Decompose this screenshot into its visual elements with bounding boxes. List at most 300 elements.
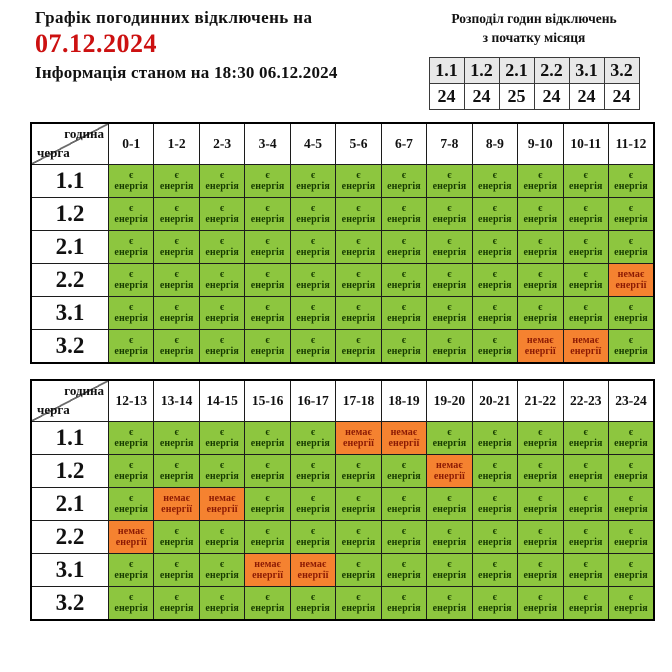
cell-text-line2: енергія [568,603,603,614]
cell-text-line1: є [174,335,179,346]
summary-hours-value: 24 [604,83,639,109]
cell-energy-on [290,198,335,231]
cell-energy-on [199,422,244,455]
cell-text-line1: є [492,526,498,537]
cell-text-line2: енергії [252,570,284,581]
cell-text-line2: енергія [387,181,421,192]
hour-header: 17-18 [336,380,381,422]
cell-text-line2: енергія [341,570,376,581]
cell-text-line2: енергія [250,214,285,225]
cell-energy-on [608,231,654,264]
cell-text-line1: є [356,236,361,247]
cell-energy-on [608,198,654,231]
cell-energy-on [336,165,381,198]
summary-queue-header: 3.2 [604,57,639,83]
cell-energy-on [563,521,608,554]
cell-text-line1: немає [345,427,372,438]
cell-energy-on [472,264,517,297]
cell-text-line1: є [219,460,225,471]
cell-text-line1: є [356,302,361,313]
cell-text-line2: енергія [523,471,558,482]
cell-energy-on [199,554,244,587]
cell-text-line1: немає [208,493,236,504]
cell-energy-on [427,587,472,621]
cell-text-line1: є [583,559,588,570]
summary-title-line2: з початку місяця [482,29,586,45]
cell-energy-on [381,231,426,264]
cell-energy-on [518,165,563,198]
cell-energy-on [154,330,199,364]
cell-text-line1: є [538,592,543,603]
cell-text-line2: енергія [205,313,239,324]
cell-text-line1: є [447,203,452,214]
cell-energy-on [472,198,517,231]
hour-header: 19-20 [427,380,472,422]
cell-text-line1: є [628,460,634,471]
schedule-date: 07.12.2024 [35,29,157,58]
cell-text-line2: енергія [387,471,421,482]
summary-hours-value: 24 [534,83,569,109]
cell-energy-on [290,165,335,198]
cell-text-line2: енергія [205,280,239,291]
cell-text-line2: енергія [523,537,558,548]
cell-energy-on [154,198,199,231]
corner-header [31,380,109,422]
cell-text-line2: енергія [478,346,512,357]
hour-header: 14-15 [199,380,244,422]
queue-row [31,198,654,231]
cell-text-line2: енергія [341,280,376,291]
cell-text-line1: є [356,335,361,346]
cell-energy-on [290,488,335,521]
queue-label: 2.2 [31,264,109,297]
hour-header: 23-24 [608,380,654,422]
cell-text-line1: є [219,203,225,214]
cell-energy-on [199,521,244,554]
cell-text-line2: енергія [159,570,194,581]
summary-table [429,57,640,110]
cell-energy-on [245,488,290,521]
cell-energy-on [518,231,563,264]
cell-energy-on [109,198,154,231]
cell-text-line2: енергія [478,247,512,258]
cell-text-line2: енергія [568,504,603,515]
corner-hour-label: година [64,383,104,398]
cell-energy-on [290,231,335,264]
cell-text-line2: енергія [478,181,512,192]
cell-text-line1: є [538,427,543,438]
cell-text-line1: є [583,427,588,438]
cell-text-line1: є [628,302,634,313]
corner-hour-label: година [64,126,104,141]
cell-text-line1: є [265,203,270,214]
cell-text-line2: енергія [523,603,558,614]
cell-text-line1: є [628,559,634,570]
cell-text-line2: енергія [614,346,648,357]
cell-text-line2: енергії [570,346,602,357]
cell-text-line1: є [401,592,407,603]
cell-text-line2: енергія [387,313,421,324]
cell-energy-on [336,488,381,521]
hour-header: 2-3 [199,123,244,165]
cell-energy-on [472,587,517,621]
queue-label: 3.2 [31,587,109,621]
cell-text-line1: є [401,493,407,504]
queue-row [31,264,654,297]
cell-text-line1: є [174,592,179,603]
cell-text-line1: є [538,203,543,214]
cell-text-line1: немає [163,493,191,504]
hour-header: 6-7 [381,123,426,165]
cell-text-line2: енергія [250,603,285,614]
cell-energy-on [472,521,517,554]
cell-text-line1: є [447,592,452,603]
cell-text-line2: енергія [296,181,330,192]
cell-text-line2: енергія [114,471,149,482]
cell-text-line1: є [310,236,316,247]
cell-text-line1: є [174,203,179,214]
cell-text-line2: енергія [296,438,330,449]
cell-energy-on [381,587,426,621]
cell-text-line1: є [583,269,588,280]
hour-header-row [31,380,654,422]
cell-text-line2: енергія [568,181,603,192]
cell-text-line1: є [310,203,316,214]
cell-text-line1: є [538,559,543,570]
cell-text-line1: є [265,592,270,603]
cell-energy-on [563,587,608,621]
cell-energy-off [381,422,426,455]
hour-header: 9-10 [518,123,563,165]
cell-energy-on [472,165,517,198]
cell-text-line2: енергія [387,280,421,291]
cell-text-line2: енергія [478,504,512,515]
queue-row [31,422,654,455]
cell-text-line2: енергія [296,603,330,614]
cell-energy-on [608,297,654,330]
hour-header-row [31,123,654,165]
cell-text-line1: є [265,493,270,504]
cell-energy-on [290,455,335,488]
summary-hours-value: 24 [569,83,604,109]
cell-text-line1: є [583,170,588,181]
hour-header: 7-8 [427,123,472,165]
cell-text-line1: є [129,427,134,438]
cell-text-line1: є [129,236,134,247]
cell-energy-on [199,455,244,488]
cell-text-line1: є [628,335,634,346]
cell-text-line2: енергія [523,181,558,192]
cell-text-line2: енергія [250,280,285,291]
cell-text-line1: немає [299,559,327,570]
hour-header: 22-23 [563,380,608,422]
cell-energy-on [563,488,608,521]
cell-energy-on [290,521,335,554]
cell-text-line1: є [310,526,316,537]
cell-text-line2: енергія [159,603,194,614]
cell-text-line1: є [538,236,543,247]
cell-text-line1: є [265,526,270,537]
cell-text-line2: енергія [205,603,239,614]
cell-text-line2: енергія [523,313,558,324]
cell-text-line1: є [492,592,498,603]
cell-energy-off [427,455,472,488]
cell-energy-on [245,231,290,264]
cell-energy-on [336,587,381,621]
cell-text-line1: є [628,236,634,247]
cell-energy-on [336,455,381,488]
cell-text-line2: енергія [159,214,194,225]
cell-text-line2: енергія [250,438,285,449]
cell-text-line1: є [492,170,498,181]
cell-text-line1: є [447,170,452,181]
cell-text-line1: є [310,493,316,504]
cell-text-line2: енергія [250,346,285,357]
cell-text-line1: є [356,526,361,537]
cell-text-line2: енергія [432,537,467,548]
cell-text-line1: є [628,203,634,214]
cell-text-line2: енергія [387,346,421,357]
cell-energy-on [290,330,335,364]
cell-text-line2: енергія [387,504,421,515]
cell-text-line2: енергія [341,181,376,192]
hour-header: 3-4 [245,123,290,165]
cell-energy-on [336,554,381,587]
queue-label: 1.1 [31,422,109,455]
cell-energy-on [608,587,654,621]
cell-text-line1: є [310,460,316,471]
corner-queue-label: черга [37,145,70,160]
queue-row [31,165,654,198]
cell-text-line1: є [356,460,361,471]
cell-text-line2: енергія [614,537,648,548]
summary-queue-header: 3.1 [569,57,604,83]
cell-text-line1: є [310,269,316,280]
cell-text-line1: є [628,427,634,438]
cell-energy-on [608,422,654,455]
queue-label: 1.2 [31,455,109,488]
cell-text-line2: енергія [250,313,285,324]
cell-text-line1: є [583,236,588,247]
queue-label: 1.1 [31,165,109,198]
cell-energy-on [427,297,472,330]
hour-header: 12-13 [109,380,154,422]
cell-text-line2: енергія [614,438,648,449]
cell-text-line2: енергія [114,603,149,614]
cell-energy-on [336,231,381,264]
corner-header [31,123,109,165]
cell-energy-on [245,587,290,621]
cell-energy-on [381,264,426,297]
cell-energy-on [109,264,154,297]
cell-text-line2: енергія [614,471,648,482]
cell-text-line1: є [492,460,498,471]
cell-text-line1: є [129,559,134,570]
cell-energy-on [245,297,290,330]
queue-label: 1.2 [31,198,109,231]
cell-text-line1: є [219,269,225,280]
cell-text-line1: є [447,269,452,280]
summary-queue-header: 2.2 [534,57,569,83]
queue-label: 3.2 [31,330,109,364]
cell-text-line2: енергія [205,438,239,449]
cell-text-line2: енергія [568,438,603,449]
cell-text-line1: є [492,269,498,280]
summary-panel [406,10,662,110]
cell-text-line1: є [310,592,316,603]
cell-energy-on [154,231,199,264]
cell-energy-on [109,330,154,364]
cell-text-line2: енергія [478,313,512,324]
page-title: Графік погодинних відключень на [35,8,313,27]
cell-text-line1: немає [572,335,600,346]
cell-text-line1: є [356,203,361,214]
hour-header: 11-12 [608,123,654,165]
cell-energy-on [290,587,335,621]
cell-text-line1: є [628,493,634,504]
cell-energy-on [563,198,608,231]
cell-text-line2: енергія [159,247,194,258]
hour-header: 13-14 [154,380,199,422]
cell-text-line2: енергія [568,537,603,548]
cell-energy-on [518,521,563,554]
cell-energy-on [199,330,244,364]
cell-text-line2: енергії [433,471,465,482]
cell-text-line1: немає [526,335,554,346]
cell-text-line1: є [447,526,452,537]
cell-text-line2: енергія [432,280,467,291]
cell-energy-on [245,422,290,455]
cell-text-line2: енергія [114,438,149,449]
cell-energy-on [518,297,563,330]
cell-energy-on [563,297,608,330]
cell-text-line1: є [447,559,452,570]
cell-text-line2: енергія [387,537,421,548]
hour-header: 8-9 [472,123,517,165]
cell-text-line2: енергія [523,504,558,515]
cell-text-line1: є [401,526,407,537]
cell-text-line1: є [447,335,452,346]
cell-text-line1: є [401,302,407,313]
cell-text-line2: енергія [114,504,149,515]
queue-label: 2.1 [31,488,109,521]
cell-text-line2: енергія [478,603,512,614]
hour-header: 16-17 [290,380,335,422]
cell-text-line1: є [583,592,588,603]
cell-text-line2: енергія [341,346,376,357]
cell-energy-on [518,198,563,231]
cell-text-line1: є [265,335,270,346]
cell-energy-on [154,521,199,554]
cell-energy-on [154,297,199,330]
cell-energy-on [472,231,517,264]
cell-text-line1: є [174,302,179,313]
cell-text-line2: енергія [114,247,149,258]
cell-energy-on [199,231,244,264]
cell-energy-on [109,488,154,521]
cell-text-line2: енергія [159,346,194,357]
cell-energy-on [518,554,563,587]
queue-label: 2.2 [31,521,109,554]
cell-text-line1: є [129,302,134,313]
queue-row [31,554,654,587]
cell-text-line1: є [265,427,270,438]
cell-text-line2: енергія [159,537,194,548]
cell-text-line1: є [310,170,316,181]
cell-text-line2: енергія [614,603,648,614]
cell-text-line1: є [356,592,361,603]
cell-text-line1: є [174,236,179,247]
cell-energy-on [109,554,154,587]
cell-energy-on [518,455,563,488]
summary-queue-header: 1.1 [429,57,464,83]
cell-text-line2: енергії [297,570,329,581]
cell-energy-on [427,521,472,554]
cell-text-line2: енергія [250,181,285,192]
cell-text-line2: енергія [568,471,603,482]
cell-energy-on [427,165,472,198]
cell-energy-on [245,455,290,488]
cell-text-line1: є [265,170,270,181]
cell-text-line2: енергія [387,570,421,581]
cell-energy-on [245,330,290,364]
cell-text-line2: енергія [478,570,512,581]
cell-text-line2: енергія [296,504,330,515]
cell-text-line1: є [583,460,588,471]
cell-text-line1: є [492,236,498,247]
cell-energy-on [109,231,154,264]
cell-text-line2: енергія [568,313,603,324]
cell-text-line2: енергія [523,247,558,258]
cell-text-line1: є [538,269,543,280]
cell-energy-on [563,165,608,198]
cell-text-line1: є [628,526,634,537]
cell-energy-on [563,231,608,264]
cell-text-line2: енергія [296,346,330,357]
cell-text-line2: енергія [341,471,376,482]
cell-text-line1: є [447,236,452,247]
cell-energy-on [427,422,472,455]
cell-energy-on [290,422,335,455]
cell-energy-on [563,554,608,587]
cell-energy-on [381,297,426,330]
cell-energy-on [518,488,563,521]
cell-text-line2: енергія [114,280,149,291]
cell-energy-on [427,488,472,521]
summary-title [406,10,662,48]
cell-energy-on [199,165,244,198]
cell-text-line1: є [265,460,270,471]
cell-energy-off [336,422,381,455]
cell-text-line2: енергія [205,181,239,192]
queue-row [31,488,654,521]
cell-text-line2: енергії [388,438,420,449]
cell-text-line2: енергія [159,280,194,291]
cell-text-line1: є [129,592,134,603]
cell-text-line1: є [538,170,543,181]
cell-energy-on [608,554,654,587]
cell-text-line1: є [628,592,634,603]
schedule-table-morning [30,122,655,364]
cell-energy-on [472,455,517,488]
cell-text-line2: енергія [614,214,648,225]
cell-text-line1: є [310,302,316,313]
info-timestamp: Інформація станом на 18:30 06.12.2024 [35,63,338,82]
cell-energy-on [245,264,290,297]
cell-text-line1: є [174,427,179,438]
hour-header: 18-19 [381,380,426,422]
cell-text-line2: енергія [114,346,149,357]
